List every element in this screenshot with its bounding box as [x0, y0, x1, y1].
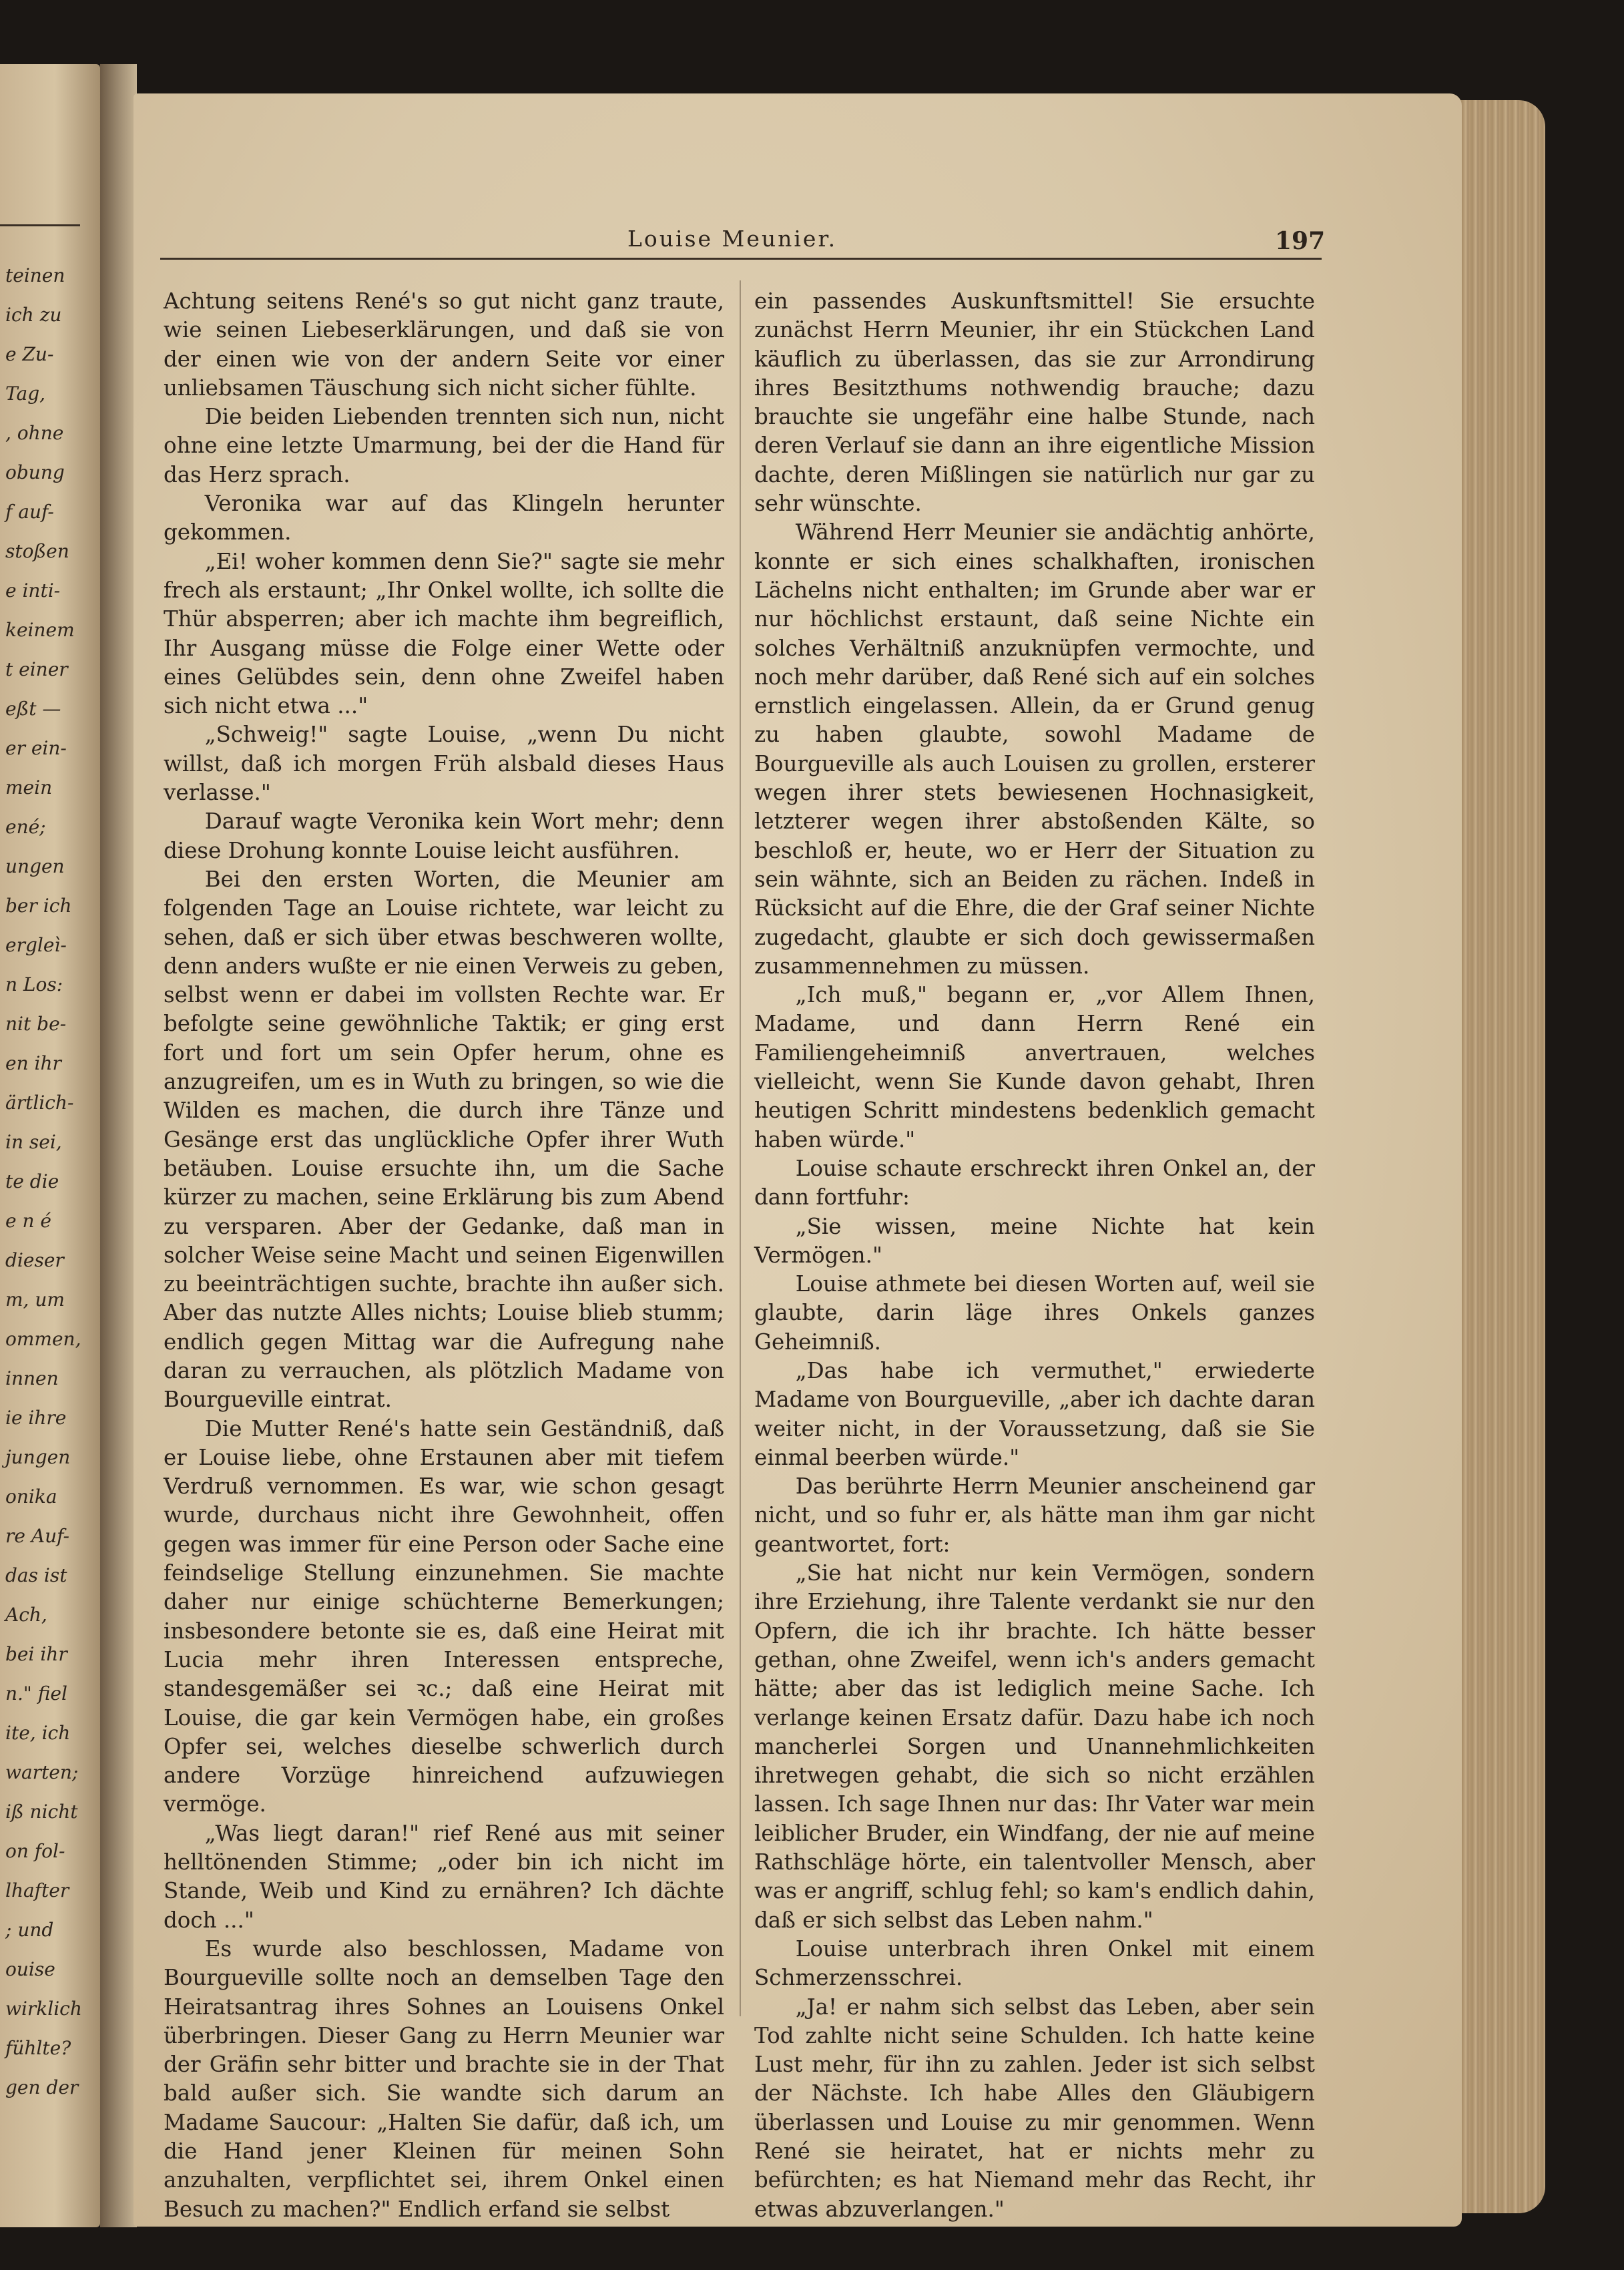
paragraph: „Was liegt daran!" rief René aus mit seiner helltönenden Stimme; „oder bin ich nicht im Stande, Weib und Kind zu ernähren? Ich dächte doch ..." — [164, 1820, 724, 1933]
left-page-text-fragment: ie ihre — [5, 1407, 67, 1429]
paragraph: „Ei! woher kommen denn Sie?" sagte sie mehr frech als erstaunt; „Ihr Onkel wollte, ich sollte die Thür absperren; aber ich machte ihm begreiflich, Ihr Ausgang müsse die Folge einer Wette oder eines Gelübdes sein, denn ohne Zweifel haben sich nicht etwa ..." — [164, 548, 724, 719]
paragraph: „Schweig!" sagte Louise, „wenn Du nicht willst, daß ich morgen Früh alsbald dieses Haus verlasse." — [164, 722, 724, 806]
left-page-text-fragment: re Auf- — [5, 1525, 69, 1547]
left-page-text-fragment: e n é — [5, 1210, 51, 1232]
left-page-text-fragment: keinem — [5, 619, 75, 641]
paragraph: Bei den ersten Worten, die Meunier am folgenden Tage an Louise richtete, war leicht zu sehen, daß er sich über etwas beschweren wollte, denn anders wußte er nie einen Verweis zu geben, selbst wenn er dabei im vollsten Rechte war. Er befolgte seine gewöhnliche Taktik; er ging erst fort und fort um sein Opfer herum, ohne es anzugreifen, um es in Wuth zu bringen, so wie die Wilden es machen, die durch ihre Tänze und Gesänge erst das unglückliche Opfer ihrer Wuth betäuben. Louise ersuchte ihn, um die Sache kürzer zu machen, seine Erklärung bis zum Abend zu versparen. Aber der Gedanke, daß man in solcher Weise seine Macht und seinen Eigenwillen zu beeinträchtigen suchte, brachte ihn außer sich. Aber das nutzte Alles nichts; Louise blieb stumm; endlich gegen Mittag war die Aufregung nahe daran zu verrauchen, als plötzlich Madame von Bourgueville eintrat. — [164, 866, 724, 1413]
text-column-left — [164, 287, 724, 2224]
left-page-text-fragment: ouise — [5, 1958, 55, 1980]
left-page-text-fragment: m, um — [5, 1289, 65, 1311]
left-page-text-fragment: ; und — [5, 1919, 54, 1941]
left-page-text-fragment: in sei, — [5, 1131, 62, 1153]
paragraph: Louise athmete bei diesen Worten auf, weil sie glaubte, darin läge ihres Onkels ganzes Geheimniß. — [754, 1271, 1315, 1355]
column-divider — [740, 280, 741, 2016]
left-page-text-fragment: n Los: — [5, 973, 63, 995]
paragraph: „Sie hat nicht nur kein Vermögen, sondern ihre Erziehung, ihre Talente verdankt sie nur den Opfern, die ich ihr brachte. Ich hätte besser gethan, ohne Zweifel, wenn ich's anders gemacht hätte; aber das ist lediglich meine Sache. Ich verlange keinen Ersatz dafür. Dazu habe ich noch mancherlei Sorgen und Unannehmlichkeiten ihretwegen gehabt, die sich so nicht erzählen lassen. Ich sage Ihnen nur das: Ihr Vater war mein leiblicher Bruder, ein Windfang, der nie auf meine Rathschläge hörte, ein talentvoller Mensch, aber was er angriff, schlug fehl; so kam's endlich dahin, daß er sich selbst das Leben nahm." — [754, 1560, 1315, 1933]
left-page-text-fragment: innen — [5, 1367, 59, 1389]
left-page-text-fragment: Ach, — [5, 1604, 47, 1626]
left-page-text-fragment: te die — [5, 1170, 59, 1192]
paragraph: Die beiden Liebenden trennten sich nun, nicht ohne eine letzte Umarmung, bei der die Hand für das Herz sprach. — [164, 404, 724, 487]
left-page-text-fragment: ich zu — [5, 304, 62, 326]
paragraph: Während Herr Meunier sie andächtig anhörte, konnte er sich eines schalkhaften, ironischen Lächelns nicht enthalten; im Grunde aber war er nur höchlichst erstaunt, daß seine Nichte ein solches Verhältniß anzuknüpfen vermochte, und noch mehr darüber, daß René sich auf ein solches ernstlich eingelassen. Allein, da er Grund genug zu haben glaubte, sowohl Madame de Bourgueville als auch Louisen zu grollen, ersterer wegen ihrer stets bewiesenen Hochnasigkeit, letzterer wegen ihrer abstoßenden Kälte, so beschloß er, heute, wo er Herr der Situation zu sein wähnte, sich an Beiden zu rächen. Indeß in Rücksicht auf die Ehre, die der Graf seiner Nichte zugedacht, glaubte er sich doch gewissermaßen zusammennehmen zu müssen. — [754, 519, 1315, 979]
left-page-rule — [0, 224, 80, 226]
paragraph: Louise unterbrach ihren Onkel mit einem Schmerzensschrei. — [754, 1936, 1315, 1991]
left-page-text-fragment: on fol- — [5, 1840, 65, 1862]
left-page-text-fragment: lhafter — [5, 1879, 69, 1901]
paragraph: Die Mutter René's hatte sein Geständniß, daß er Louise liebe, ohne Erstaunen aber mit tiefem Verdruß vernommen. Es war, wie schon gesagt wurde, durchaus nicht ihre Gewohnheit, offen gegen was immer für eine Person oder Sache eine feindselige Stellung einzunehmen. Sie machte daher nur einige schüchterne Bemerkungen; insbesondere betonte sie es, daß eine Heirat mit Lucia mehr ihren Interessen entspreche, standesgemäßer sei ꝛc.; daß eine Heirat mit Louise, die gar kein Vermögen habe, ein großes Opfer sei, welches dieselbe schwerlich durch andere Vorzüge hinreichend aufzuwiegen vermöge. — [164, 1415, 724, 1817]
running-title: Louise Meunier. — [627, 226, 838, 252]
left-page-text-fragment: das ist — [5, 1564, 67, 1586]
left-page-text-fragment: nit be- — [5, 1013, 67, 1035]
left-page-text-fragment: iß nicht — [5, 1801, 78, 1823]
left-page-text-fragment: onika — [5, 1486, 57, 1508]
left-page-text-fragment: fühlte? — [5, 2037, 71, 2059]
paragraph: Louise schaute erschreckt ihren Onkel an, der dann fortfuhr: — [754, 1155, 1315, 1210]
left-page-text-fragment: mein — [5, 776, 53, 799]
left-page-fragment — [0, 64, 100, 2227]
page-number: 197 — [1275, 227, 1326, 255]
left-page-text-fragment: eßt — — [5, 698, 61, 720]
left-page-text-fragment: ergleì- — [5, 934, 67, 956]
left-page-text-fragment: en ihr — [5, 1052, 61, 1074]
left-page-text-fragment: bei ihr — [5, 1643, 67, 1665]
book-gutter — [100, 64, 137, 2227]
left-page-text-fragment: er ein- — [5, 737, 67, 759]
paragraph: „Ja! er nahm sich selbst das Leben, aber sein Tod zahlte nicht seine Schulden. Ich hatte keine Lust mehr, für ihn zu zahlen. Jeder ist sich selbst der Nächste. Ich habe Alles den Gläubigern überlassen und Louise zu mir genommen. Wenn René sie heiratet, hat er nichts mehr zu befürchten; es hat Niemand mehr das Recht, ihr etwas abzuverlangen." — [754, 1994, 1315, 2222]
header-rule — [160, 258, 1322, 260]
left-page-text-fragment: , ohne — [5, 422, 64, 444]
left-page-text-fragment: n." fiel — [5, 1682, 67, 1705]
paragraph: ein passendes Auskunftsmittel! Sie ersuchte zunächst Herrn Meunier, ihr ein Stückchen Land käuflich zu überlassen, das sie zur Arrondirung ihres Besitzthums nothwendig brauche; dazu brauchte sie ungefähr eine halbe Stunde, nach deren Verlauf sie dann an ihre eigentliche Mission dachte, deren Mißlingen sie natürlich nur gar zu sehr wünschte. — [754, 288, 1315, 517]
left-page-text-fragment: ite, ich — [5, 1722, 71, 1744]
paragraph: „Ich muß," begann er, „vor Allem Ihnen, Madame, und dann Herrn René ein Familiengeheimniß anvertrauen, welches vielleicht, wenn Sie Kunde davon gehabt, Ihren heutigen Schritt mindestens bedenklich gemacht haben würde." — [754, 982, 1315, 1152]
left-page-text-fragment: ungen — [5, 855, 65, 877]
left-page-text-fragment: e Zu- — [5, 343, 54, 365]
left-page-text-fragment: ommen, — [5, 1328, 81, 1350]
left-page-text-fragment: dieser — [5, 1249, 64, 1271]
paragraph: Es wurde also beschlossen, Madame von Bourgueville sollte noch an demselben Tage den Heiratsantrag ihres Sohnes an Louisens Onkel überbringen. Dieser Gang zu Herrn Meunier war der Gräfin sehr bitter und brachte sie in der That bald außer sich. Sie wandte sich darum an Madame Saucour: „Halten Sie dafür, daß ich, um die Hand jener Kleinen für meinen Sohn anzuhalten, verpflichtet sei, ihrem Onkel einen Besuch zu machen?" Endlich erfand sie selbst — [164, 1936, 724, 2222]
left-page-text-fragment: warten; — [5, 1761, 79, 1783]
paragraph: Darauf wagte Veronika kein Wort mehr; denn diese Drohung konnte Louise leicht ausführen. — [164, 809, 724, 863]
paragraph: Achtung seitens René's so gut nicht ganz traute, wie seinen Liebeserklärungen, und daß sie von der einen wie von der andern Seite vor einer unliebsamen Täuschung sich nicht sicher fühlte. — [164, 288, 724, 401]
left-page-text-fragment: jungen — [5, 1446, 71, 1468]
left-page-text-fragment: t einer — [5, 658, 68, 680]
text-column-right — [754, 287, 1315, 2224]
paragraph: „Sie wissen, meine Nichte hat kein Vermögen." — [754, 1213, 1315, 1268]
left-page-text-fragment: f auf- — [5, 501, 54, 523]
left-page-text-fragment: wirklich — [5, 1998, 82, 2020]
left-page-text-fragment: ber ich — [5, 895, 72, 917]
paragraph: Das berührte Herrn Meunier anscheinend gar nicht, und so fuhr er, als hätte man ihm gar nicht geantwortet, fort: — [754, 1473, 1315, 1557]
left-page-text-fragment: teinen — [5, 264, 65, 286]
left-page-text-fragment: ené; — [5, 816, 46, 838]
paragraph: „Das habe ich vermuthet," erwiederte Madame von Bourgueville, „aber ich dachte daran weiter nicht, in der Voraussetzung, daß sie Sie einmal beerben würde." — [754, 1357, 1315, 1470]
left-page-text-fragment: ärtlich- — [5, 1092, 74, 1114]
paragraph: Veronika war auf das Klingeln herunter gekommen. — [164, 491, 724, 545]
left-page-text-fragment: obung — [5, 461, 65, 483]
left-page-text-fragment: Tag, — [5, 383, 46, 405]
left-page-text-fragment: e inti- — [5, 580, 61, 602]
left-page-text-fragment: stoßen — [5, 540, 69, 562]
left-page-text-fragment: gen der — [5, 2076, 79, 2098]
